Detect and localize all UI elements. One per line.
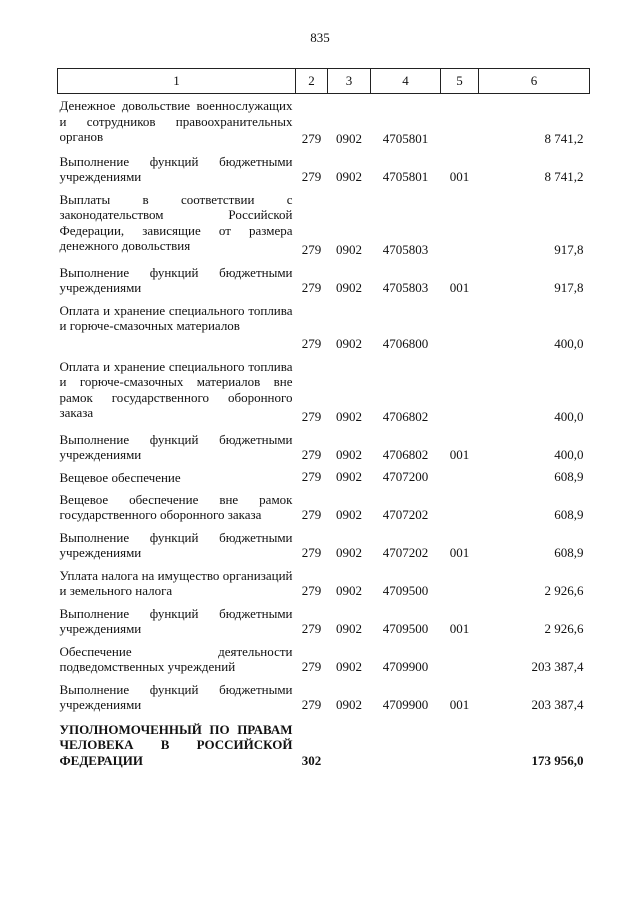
row-name [58, 678, 296, 716]
row-code-section [328, 716, 371, 772]
row-code-expense-type: 001 [449, 621, 470, 636]
row-code-expense-type [441, 94, 479, 150]
table-row [58, 428, 590, 466]
row-amount: 203 387,4 [531, 659, 584, 674]
row-code-target: 4707202 [382, 507, 429, 522]
row-code-target: 4707202 [382, 545, 429, 560]
row-name-text: Оплата и хранение специального топлива и горюче-смазочных материалов вне рамок государственного оборонного заказа [59, 358, 293, 420]
row-code-expense-type: 001 [449, 280, 470, 295]
row-name-text: Выполнение функций бюджетными учреждениями [59, 153, 293, 184]
row-name [58, 188, 296, 261]
row-code-ministry: 279 [301, 583, 322, 598]
row-amount: 608,9 [554, 545, 584, 560]
row-code-section: 0902 [336, 507, 362, 522]
row-code-target: 4709900 [382, 659, 429, 674]
row-name [58, 640, 296, 678]
row-name-text: Денежное довольствие военнослужащих и сотрудников правоохранительных органов [59, 98, 293, 144]
row-code-target: 4705801 [382, 169, 429, 184]
row-name [58, 488, 296, 526]
row-name [58, 466, 296, 488]
row-amount: 917,8 [554, 280, 584, 295]
row-name-text: Вещевое обеспечение вне рамок государственного оборонного заказа [59, 491, 293, 522]
row-code-expense-type [441, 564, 479, 602]
row-name-text: Вещевое обеспечение [59, 469, 181, 485]
row-name-text: Уплата налога на имущество организаций и земельного налога [59, 567, 293, 598]
row-code-target [371, 716, 441, 772]
column-header-3: 3 [328, 69, 371, 94]
row-code-expense-type [441, 716, 479, 772]
column-header-4: 4 [371, 69, 441, 94]
row-amount: 917,8 [554, 242, 584, 257]
row-name-text: Выполнение функций бюджетными учреждениями [59, 529, 293, 560]
row-name-text: Оплата и хранение специального топлива и горюче-смазочных материалов [59, 302, 293, 333]
row-name [58, 602, 296, 640]
column-header-5: 5 [441, 69, 479, 94]
table-row [58, 488, 590, 526]
column-header-1: 1 [58, 69, 296, 94]
row-name [58, 94, 296, 150]
row-amount: 2 926,6 [544, 621, 584, 636]
table-body [58, 94, 590, 772]
row-code-target: 4705803 [382, 242, 429, 257]
row-code-ministry: 279 [301, 545, 322, 560]
row-code-target: 4705801 [382, 131, 429, 146]
row-code-section: 0902 [336, 545, 362, 560]
row-name-text: УПОЛНОМОЧЕННЫЙ ПО ПРАВАМ ЧЕЛОВЕКА В РОССИЙСКОЙ ФЕДЕРАЦИИ [59, 721, 293, 768]
row-code-target: 4705803 [382, 280, 429, 295]
row-amount: 173 956,0 [531, 753, 584, 768]
row-code-ministry: 279 [301, 697, 322, 712]
row-amount: 608,9 [554, 469, 584, 484]
row-code-section: 0902 [336, 469, 362, 484]
row-code-expense-type [441, 640, 479, 678]
table-row [58, 466, 590, 488]
row-name-text: Выполнение функций бюджетными учреждениями [59, 605, 293, 636]
row-amount: 8 741,2 [544, 169, 584, 184]
row-code-section: 0902 [336, 447, 362, 462]
row-name-text: Выплаты в соответствии с законодательством Российской Федерации, зависящие от размера денежного довольствия [59, 191, 293, 253]
table-row [58, 261, 590, 299]
row-code-section: 0902 [336, 131, 362, 146]
column-header-2: 2 [296, 69, 328, 94]
table-row [58, 564, 590, 602]
row-code-ministry: 279 [301, 447, 322, 462]
row-amount: 8 741,2 [544, 131, 584, 146]
row-code-expense-type: 001 [449, 169, 470, 184]
table-row [58, 150, 590, 188]
row-code-expense-type: 001 [449, 545, 470, 560]
row-name [58, 526, 296, 564]
row-code-ministry: 279 [301, 621, 322, 636]
row-name [58, 355, 296, 428]
row-code-target: 4706800 [382, 336, 429, 351]
page-number: 835 [310, 30, 330, 45]
row-amount: 400,0 [554, 447, 584, 462]
row-code-ministry: 279 [301, 242, 322, 257]
row-amount: 400,0 [554, 336, 584, 351]
row-code-section: 0902 [336, 242, 362, 257]
row-name [58, 299, 296, 355]
budget-table [57, 68, 590, 772]
row-code-expense-type: 001 [449, 697, 470, 712]
row-name-text: Выполнение функций бюджетными учреждениями [59, 431, 293, 462]
row-code-expense-type [441, 355, 479, 428]
row-code-ministry: 279 [301, 131, 322, 146]
row-code-expense-type: 001 [449, 447, 470, 462]
row-code-expense-type [441, 466, 479, 488]
row-code-section: 0902 [336, 336, 362, 351]
row-name-text: Обеспечение деятельности подведомственных учреждений [59, 643, 293, 674]
row-code-section: 0902 [336, 659, 362, 674]
row-code-target: 4706802 [382, 447, 429, 462]
row-name [58, 716, 296, 772]
row-code-expense-type [441, 299, 479, 355]
row-code-ministry: 279 [301, 469, 322, 484]
table-row [58, 94, 590, 150]
row-code-ministry: 279 [301, 280, 322, 295]
row-code-target: 4709900 [382, 697, 429, 712]
row-code-target: 4707200 [382, 469, 429, 484]
row-amount: 400,0 [554, 409, 584, 424]
row-code-ministry: 279 [301, 659, 322, 674]
row-code-ministry: 279 [301, 409, 322, 424]
row-code-section: 0902 [336, 621, 362, 636]
row-code-section: 0902 [336, 169, 362, 184]
row-name [58, 150, 296, 188]
table-total-row [58, 716, 590, 772]
row-name [58, 428, 296, 466]
row-code-ministry: 279 [301, 507, 322, 522]
column-header-6: 6 [479, 69, 590, 94]
row-name [58, 564, 296, 602]
row-code-target: 4706802 [382, 409, 429, 424]
row-code-target: 4709500 [382, 621, 429, 636]
row-amount: 608,9 [554, 507, 584, 522]
row-code-ministry: 279 [301, 336, 322, 351]
table-header [58, 69, 590, 94]
row-code-target: 4709500 [382, 583, 429, 598]
row-code-expense-type [441, 488, 479, 526]
table-row [58, 678, 590, 716]
table-row [58, 355, 590, 428]
table-row [58, 188, 590, 261]
row-code-expense-type [441, 188, 479, 261]
table-row [58, 526, 590, 564]
row-code-section: 0902 [336, 583, 362, 598]
row-code-ministry: 302 [301, 753, 322, 768]
row-code-ministry: 279 [301, 169, 322, 184]
row-name [58, 261, 296, 299]
table-row [58, 602, 590, 640]
row-code-section: 0902 [336, 280, 362, 295]
row-code-section: 0902 [336, 697, 362, 712]
row-name-text: Выполнение функций бюджетными учреждениями [59, 264, 293, 295]
table-row [58, 640, 590, 678]
row-amount: 2 926,6 [544, 583, 584, 598]
row-code-section: 0902 [336, 409, 362, 424]
table-row [58, 299, 590, 355]
row-amount: 203 387,4 [531, 697, 584, 712]
row-name-text: Выполнение функций бюджетными учреждениями [59, 681, 293, 712]
